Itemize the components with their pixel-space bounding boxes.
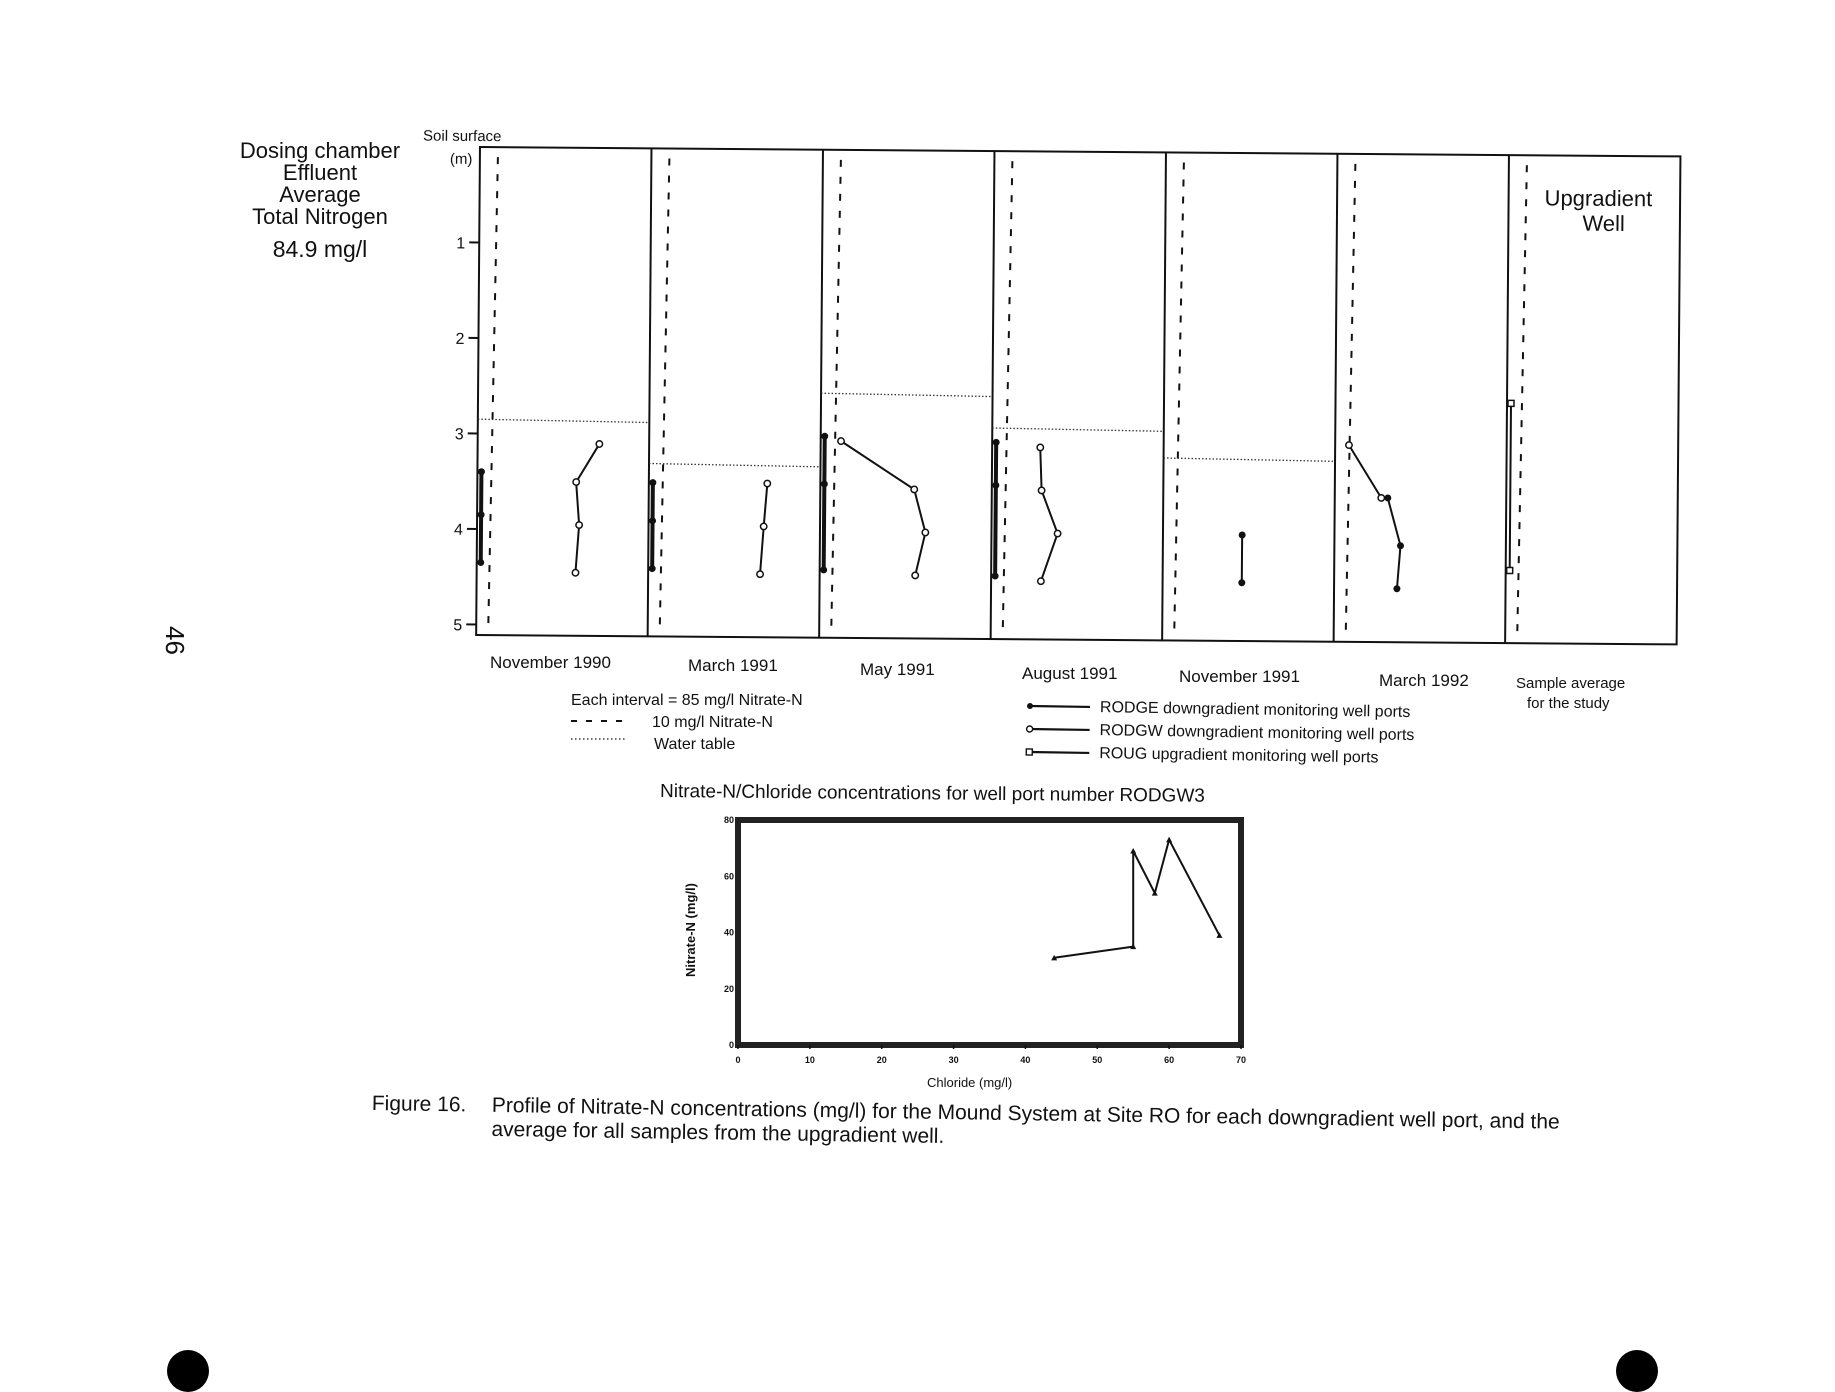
dosing-line-4: Total Nitrogen xyxy=(220,206,420,228)
caption-label: Figure 16. xyxy=(372,1092,492,1118)
rodgw-point xyxy=(757,571,763,577)
rodge-point xyxy=(649,565,656,572)
profile-panels xyxy=(476,147,1680,644)
x-tick-label-10: 10 xyxy=(805,1055,815,1065)
rodgw-profile-line xyxy=(840,441,926,575)
y-tick-label-40: 40 xyxy=(724,928,734,938)
nitrate-10-line xyxy=(1346,164,1356,638)
x-tick-label-50: 50 xyxy=(1092,1055,1102,1065)
nitrate-10-line xyxy=(660,158,670,632)
page-number: 46 xyxy=(159,626,190,655)
rodgw-point xyxy=(922,529,928,535)
panel-label-aug-1991: August 1991 xyxy=(1022,664,1117,683)
upgradient-title-line1: Upgradient xyxy=(1545,185,1653,211)
x-tick-label-0: 0 xyxy=(735,1055,740,1065)
dosing-line-1: Dosing chamber xyxy=(220,140,420,162)
rodge-point xyxy=(821,433,828,440)
profile-plot xyxy=(419,128,1680,645)
y-tick-label-5: 5 xyxy=(453,617,462,634)
panel-label-nov-1991: November 1991 xyxy=(1179,667,1300,686)
legend-roug-text: ROUG upgradient monitoring well ports xyxy=(1099,745,1378,766)
profile-panel-2 xyxy=(648,148,823,637)
rodge-point xyxy=(1397,542,1404,549)
y-tick-label-2: 2 xyxy=(455,331,464,348)
punch-hole-left xyxy=(167,1350,209,1392)
y-axis-label-line1: Soil surface xyxy=(423,128,502,146)
profile-panel-7 xyxy=(1505,155,1527,643)
rodge-point xyxy=(1239,531,1246,538)
nitrate-10-line xyxy=(488,157,498,631)
panel-label-sample-average-2: for the study xyxy=(1527,695,1610,712)
rodge-point xyxy=(993,439,1000,446)
panel-label-mar-1991: March 1991 xyxy=(688,656,778,675)
rodge-point xyxy=(1393,585,1400,592)
legend-roug-marker xyxy=(1026,749,1032,755)
rodgw-point xyxy=(572,570,578,576)
rodge-point xyxy=(992,482,999,489)
legend-nitrate-line-text: 10 mg/l Nitrate-N xyxy=(652,714,773,731)
x-tick-label-60: 60 xyxy=(1164,1055,1174,1065)
rodgw-point xyxy=(1038,578,1044,584)
rodge-point xyxy=(821,480,828,487)
rodge-point xyxy=(1384,494,1391,501)
legend-interval: Each interval = 85 mg/l Nitrate-N xyxy=(571,692,803,709)
rodge-profile-line xyxy=(824,436,825,570)
chart-x-label: Chloride (mg/l) xyxy=(927,1075,1012,1090)
y-tick-label-0: 0 xyxy=(729,1040,734,1050)
rodgw-point xyxy=(912,572,918,578)
caption-text: Profile of Nitrate-N concentrations (mg/l) for the Mound System at Site RO for each downgradient well port, and the average for all samples from the upgradient well. xyxy=(491,1094,1572,1159)
roug-point xyxy=(1508,400,1514,406)
rodgw-profile-line xyxy=(1349,445,1382,498)
legend-rodgw-marker xyxy=(1027,726,1033,732)
nitrate-10-line xyxy=(831,160,841,634)
x-tick-label-70: 70 xyxy=(1236,1055,1246,1065)
upgradient-title-line2: Well xyxy=(1582,211,1625,236)
rodge-point xyxy=(477,559,484,566)
nitrate-10-line xyxy=(1174,162,1184,636)
y-tick-label-20: 20 xyxy=(724,984,734,994)
data-point-5 xyxy=(1166,837,1172,843)
panel-label-mar-1992: March 1992 xyxy=(1379,671,1469,690)
rodgw-point xyxy=(573,479,579,485)
chart-y-label: Nitrate-N (mg/l) xyxy=(683,883,698,977)
rodge-point xyxy=(820,566,827,573)
water-table-line xyxy=(1164,458,1336,461)
y-tick-label-4: 4 xyxy=(454,522,463,539)
y-tick-label-80: 80 xyxy=(724,815,734,825)
profile-panel-1 xyxy=(476,157,651,632)
rodge-point xyxy=(478,468,485,475)
rodgw-profile-line xyxy=(1039,448,1058,582)
profile-panel-4 xyxy=(991,151,1166,640)
water-table-line xyxy=(478,419,650,422)
rodgw-point xyxy=(838,438,844,444)
y-tick-label-60: 60 xyxy=(724,871,734,881)
rodgw-point xyxy=(764,480,770,486)
profile-panel-3 xyxy=(819,150,994,639)
legend-left xyxy=(571,692,803,753)
y-axis-ticks xyxy=(453,235,479,634)
roug-profile-line xyxy=(1510,403,1511,570)
panel-label-sample-average-1: Sample average xyxy=(1516,675,1625,692)
y-tick-label-1: 1 xyxy=(456,235,465,252)
series-line-RODGW3 xyxy=(1054,840,1219,958)
legend-water-table-text: Water table xyxy=(654,736,735,753)
punch-hole-right xyxy=(1616,1350,1658,1392)
rodge-point xyxy=(478,511,485,518)
water-table-line xyxy=(821,393,993,396)
data-point-3 xyxy=(1130,848,1136,854)
dosing-line-3: Average xyxy=(220,184,420,206)
rodgw-point xyxy=(1346,442,1352,448)
rodgw-point xyxy=(1037,444,1043,450)
legend-rodgw-text: RODGW downgradient monitoring well ports xyxy=(1099,722,1414,744)
y-tick-label-3: 3 xyxy=(455,426,464,443)
water-table-line xyxy=(649,463,821,466)
rodgw-point xyxy=(911,486,917,492)
panel-label-may-1991: May 1991 xyxy=(860,660,935,679)
rodge-point xyxy=(1238,579,1245,586)
dosing-value: 84.9 mg/l xyxy=(220,238,420,260)
rodgw-point xyxy=(1038,487,1044,493)
water-table-line xyxy=(992,428,1164,431)
panel-divider xyxy=(1162,152,1166,640)
legend-right xyxy=(1026,698,1415,767)
x-tick-label-20: 20 xyxy=(877,1055,887,1065)
rodge-profile-line xyxy=(652,483,653,569)
rodgw-point xyxy=(596,441,602,447)
rodgw-point xyxy=(1054,530,1060,536)
profile-panel-6 xyxy=(1334,154,1407,643)
legend-rodge-text: RODGE downgradient monitoring well ports xyxy=(1100,699,1411,721)
y-axis-label-line2: (m) xyxy=(450,151,473,168)
rodge-point xyxy=(649,479,656,486)
panel-label-nov-1990: November 1990 xyxy=(490,653,611,672)
nitrate-10-line xyxy=(1517,165,1527,639)
dosing-line-2: Effluent xyxy=(220,162,420,184)
rodge-profile-line xyxy=(995,442,996,576)
x-tick-label-30: 30 xyxy=(949,1055,959,1065)
rodgw-profile-line xyxy=(575,444,599,573)
rodgw-point xyxy=(1378,495,1384,501)
rodgw-point xyxy=(760,523,766,529)
nitrate-chloride-chart xyxy=(724,815,1246,1065)
profile-panel-5 xyxy=(1162,152,1337,641)
chart-title: Nitrate-N/Chloride concentrations for well port number RODGW3 xyxy=(660,781,1205,807)
legend-rodge-marker xyxy=(1027,703,1033,709)
x-tick-label-40: 40 xyxy=(1020,1055,1030,1065)
rodgw-point xyxy=(576,522,582,528)
roug-point xyxy=(1507,568,1513,574)
rodge-point xyxy=(992,573,999,580)
rodge-point xyxy=(649,517,656,524)
panel-divider xyxy=(1334,154,1338,642)
nitrate-10-line xyxy=(1003,161,1013,635)
profile-frame xyxy=(476,147,1680,644)
